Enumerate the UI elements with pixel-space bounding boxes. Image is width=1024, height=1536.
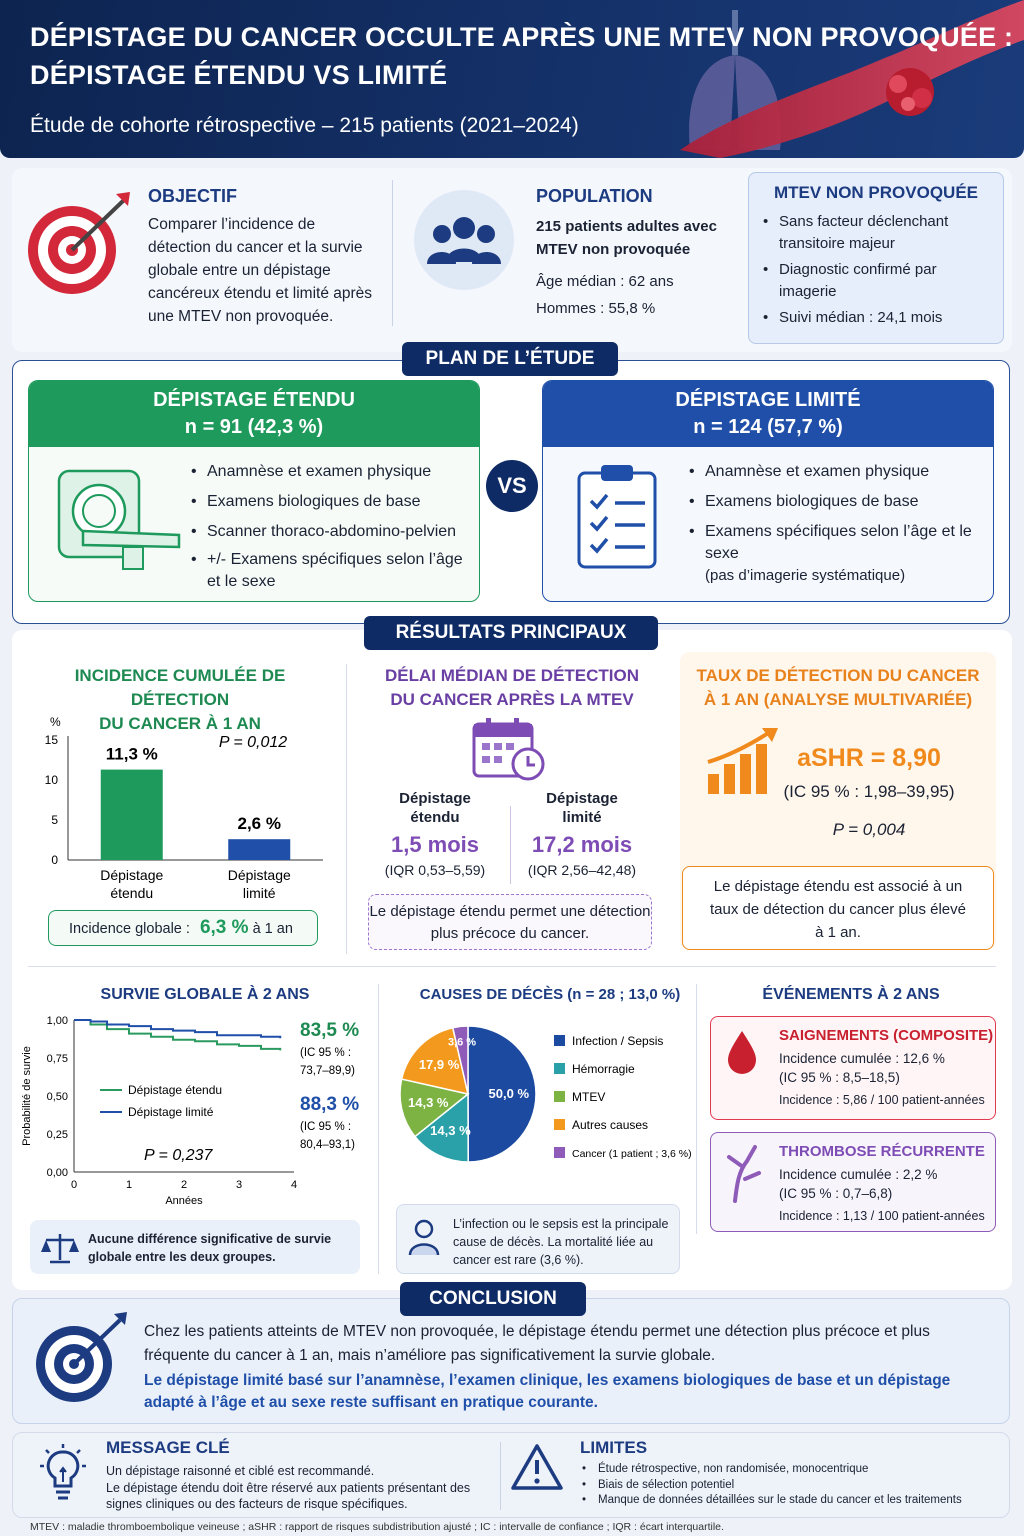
x-tick-label: limité [242, 885, 276, 901]
etendu-header [29, 381, 479, 447]
message-block [106, 1438, 496, 1512]
population-title: POPULATION [536, 186, 653, 206]
y-axis-label: Probabilité de survie [21, 1046, 33, 1146]
slice-label: 50,0 % [488, 1085, 530, 1101]
saignements-l3: Incidence : 5,86 / 100 patient-années [779, 1093, 985, 1107]
x-tick-label: 3 [235, 1179, 243, 1191]
delai-title-line1: DÉLAI MÉDIAN DE DÉTECTION [384, 666, 640, 685]
slice-label: 14,3 % [430, 1122, 471, 1138]
survival-ic: 73,7–89,9) [300, 1065, 355, 1077]
legend-label: Hémorragie [572, 1062, 635, 1076]
y-tick-label: 10 [44, 773, 58, 787]
legend-label: Autres causes [572, 1118, 649, 1132]
delai-title [360, 664, 664, 712]
mtev-item: • Suivi médian : 24,1 mois [761, 307, 989, 329]
delai-etendu-iqr: (IQR 0,53–5,59) [384, 862, 486, 878]
limites-item: • Manque de données détaillées sur le stade du cancer et les traitements [580, 1493, 1000, 1509]
population-block [536, 186, 736, 317]
plan-title: PLAN DE L’ÉTUDE [402, 342, 618, 376]
divider [346, 664, 347, 954]
mtev-box [748, 172, 1004, 344]
y-tick-label: 0,75 [46, 1053, 68, 1065]
legend-label: MTEV [572, 1090, 606, 1104]
taux-ic: (IC 95 % : 1,98–39,95) [783, 782, 955, 801]
survival-line-chart [18, 1006, 368, 1212]
x-tick-label: étendu [110, 885, 154, 901]
bar-value-label: 2,6 % [237, 814, 281, 834]
slice-label: 17,9 % [418, 1057, 460, 1073]
y-tick-label: 0,00 [46, 1167, 68, 1179]
legend-swatch [554, 1035, 565, 1046]
divider [28, 966, 996, 967]
limite-card [542, 380, 994, 602]
etendu-item: • Anamnèse et examen physique [189, 461, 474, 483]
page-subtitle: Étude de cohorte rétrospective – 215 patients (2021–2024) [30, 114, 579, 137]
divider [500, 1442, 501, 1510]
y-tick-label: 0,50 [46, 1091, 68, 1103]
bar [101, 770, 163, 860]
objective-block [148, 186, 378, 328]
deces-note-box [396, 1204, 680, 1274]
legend-label: Dépistage limité [128, 1105, 214, 1119]
header-banner [0, 0, 1024, 158]
bar [228, 839, 290, 860]
survival-ic: (IC 95 % : [300, 1047, 352, 1059]
results-title: RÉSULTATS PRINCIPAUX [364, 616, 658, 650]
y-tick-label: 5 [51, 813, 58, 827]
limite-item: • Examens spécifiques selon l’âge et le sexe [687, 521, 987, 565]
taux-ashr: aSHR = 8,90 [797, 744, 941, 772]
y-axis-label: % [50, 715, 61, 729]
limite-n: n = 124 (57,7 %) [693, 416, 843, 438]
delai-title-line2: DU CANCER APRÈS LA MTEV [390, 690, 634, 709]
thrombose-l1: Incidence cumulée : 2,2 % [779, 1167, 938, 1182]
y-tick-label: 0 [51, 853, 58, 867]
legend-label: Cancer (1 patient ; 3,6 %) [572, 1148, 692, 1160]
p-value: P = 0,012 [218, 734, 288, 751]
etendu-item: • Scanner thoraco-abdomino-pelvien [189, 521, 474, 543]
etendu-item: • +/- Examens spécifiques selon l’âge et le sexe [189, 549, 474, 593]
delai-limite-value: 17,2 mois [531, 832, 633, 857]
etendu-title: DÉPISTAGE ÉTENDU [153, 389, 355, 411]
thrombose-l2: (IC 95 % : 0,7–6,8) [779, 1186, 893, 1201]
limite-list [687, 461, 987, 565]
incidence-title-line2: DU CANCER À 1 AN [99, 714, 261, 733]
person-icon [407, 1217, 441, 1257]
slice-label: 14,3 % [408, 1095, 449, 1111]
x-tick-label: Dépistage [100, 867, 164, 883]
limites-title: LIMITES [580, 1438, 648, 1457]
legend-label: Dépistage étendu [128, 1083, 223, 1097]
population-men: Hommes : 55,8 % [536, 300, 656, 317]
delai-etendu [370, 790, 500, 878]
delai-limite-iqr: (IQR 2,56–42,48) [527, 862, 637, 878]
survival-value: 83,5 % [300, 1020, 360, 1041]
mtev-item: • Sans facteur déclenchant transitoire majeur [761, 211, 989, 255]
page-title-line2: DÉPISTAGE ÉTENDU VS LIMITÉ [30, 60, 448, 90]
mtev-title: MTEV NON PROVOQUÉE [773, 183, 979, 202]
saignements-card [710, 1016, 996, 1120]
objective-text: Comparer l’incidence de détection du cancer et la survie globale entre un dépistage cancéreux étendu et limité après une MTEV non provoquée. [148, 216, 373, 325]
calendar-clock-icon [470, 716, 550, 782]
limites-item: • Étude rétrospective, non randomisée, monocentrique [580, 1462, 1000, 1478]
divider [378, 984, 379, 1274]
survival-ic: 80,4–93,1) [300, 1139, 355, 1151]
vein-icon [725, 1143, 763, 1203]
delai-etendu-label2: étendu [410, 809, 460, 826]
delai-note: Le dépistage étendu permet une détection plus précoce du cancer. [368, 894, 652, 950]
incidence-global-label: Incidence globale : [69, 921, 190, 937]
causes-pie-chart [390, 1012, 708, 1182]
mtev-item: • Diagnostic confirmé par imagerie [761, 259, 989, 303]
warning-icon [510, 1442, 564, 1492]
limite-header [543, 381, 993, 447]
etendu-card [28, 380, 480, 602]
target-icon [22, 188, 134, 300]
x-tick-label: Dépistage [227, 867, 291, 883]
etendu-list [189, 461, 474, 593]
survie-note: Aucune différence significative de survie globale entre les deux groupes. [88, 1232, 332, 1264]
y-tick-label: 0,25 [46, 1129, 68, 1141]
legend-swatch [554, 1063, 565, 1074]
saignements-title: SAIGNEMENTS (COMPOSITE) [779, 1027, 994, 1044]
footer-abbreviations: MTEV : maladie thromboembolique veineuse ; aSHR : rapport de risques subdistribution ajusté ; IC : intervalle de confiance ; IQR : écart interquartile. [30, 1521, 724, 1533]
vs-badge: VS [486, 460, 538, 512]
objective-title: OBJECTIF [148, 186, 238, 206]
x-tick-label: 2 [180, 1179, 188, 1191]
conclusion-text1: Chez les patients atteints de MTEV non provoquée, le dépistage étendu permet une détection plus précoce et plus fréquente du cancer à 1 an, mais n’améliore pas significativement la survie globale. [144, 1323, 930, 1364]
deces-note: L’infection ou le sepsis est la principale cause de décès. La mortalité liée au cancer est rare (3,6 %). [453, 1217, 669, 1267]
deces-title: CAUSES DE DÉCÈS (n = 28 ; 13,0 %) [419, 986, 681, 1003]
survival-value: 88,3 % [300, 1094, 360, 1115]
saignements-l1: Incidence cumulée : 12,6 % [779, 1051, 945, 1066]
legend-swatch [554, 1091, 565, 1102]
taux-title-line2: À 1 AN (ANALYSE MULTIVARIÉE) [703, 690, 973, 709]
bar-value-label: 11,3 % [105, 744, 158, 764]
survival-curve [74, 1020, 280, 1038]
ct-scanner-icon [39, 461, 189, 581]
etendu-n: n = 91 (42,3 %) [184, 416, 324, 438]
taux-title [688, 664, 988, 712]
message-title: MESSAGE CLÉ [106, 1438, 230, 1457]
incidence-title-line1: INCIDENCE CUMULÉE DE DÉTECTION [74, 666, 286, 709]
limites-item: • Biais de sélection potentiel [580, 1478, 1000, 1494]
delai-etendu-label1: Dépistage [399, 790, 471, 807]
clipboard-checklist-icon [573, 461, 663, 571]
limite-item: • Examens biologiques de base [687, 491, 987, 513]
delai-limite-label2: limité [562, 809, 602, 826]
delai-limite-label1: Dépistage [546, 790, 618, 807]
x-axis-label: Années [165, 1195, 203, 1207]
taux-title-line1: TAUX DE DÉTECTION DU CANCER [696, 666, 980, 685]
incidence-global-box [48, 910, 318, 946]
conclusion-title: CONCLUSION [400, 1282, 586, 1316]
legend-label: Infection / Sepsis [572, 1034, 664, 1048]
survie-note-box [30, 1220, 360, 1274]
x-tick-label: 0 [70, 1179, 78, 1191]
population-line1: 215 patients adultes avec MTEV non provoquée [536, 218, 717, 258]
limite-title: DÉPISTAGE LIMITÉ [675, 389, 861, 411]
incidence-global-suffix: à 1 an [252, 921, 293, 937]
thrombose-l3: Incidence : 1,13 / 100 patient-années [779, 1209, 985, 1223]
saignements-l2: (IC 95 % : 8,5–18,5) [779, 1070, 900, 1085]
limite-note: (pas d’imagerie systématique) [705, 567, 906, 584]
survival-ic: (IC 95 % : [300, 1121, 352, 1133]
x-tick-label: 1 [125, 1179, 133, 1191]
y-tick-label: 15 [44, 733, 58, 747]
thrombose-card [710, 1132, 996, 1232]
limite-item: • Anamnèse et examen physique [687, 461, 987, 483]
message-l2: Le dépistage étendu doit être réservé aux patients présentant des signes cliniques ou des facteurs de risque spécifiques. [106, 1481, 471, 1511]
p-value: P = 0,237 [144, 1147, 213, 1164]
target-icon [30, 1308, 130, 1408]
slice-label: 3,6 % [447, 1036, 477, 1049]
incidence-global-value: 6,3 % [199, 917, 249, 938]
divider [392, 180, 393, 326]
survie-title: SURVIE GLOBALE À 2 ANS [100, 986, 310, 1003]
balance-scale-icon [40, 1232, 80, 1264]
lightbulb-icon [38, 1442, 88, 1506]
divider [696, 984, 697, 1234]
incidence-bar-chart [28, 710, 328, 906]
x-tick-label: 4 [290, 1179, 298, 1191]
page-title-line1: DÉPISTAGE DU CANCER OCCULTE APRÈS UNE MTEV NON PROVOQUÉE : [30, 22, 1014, 52]
message-l1: Un dépistage raisonné et ciblé est recommandé. [106, 1464, 375, 1478]
limites-block [580, 1438, 1000, 1509]
legend-swatch [554, 1147, 565, 1158]
delai-limite [514, 790, 650, 878]
population-age: Âge médian : 62 ans [536, 273, 674, 290]
y-tick-label: 1,00 [46, 1015, 68, 1027]
divider [510, 806, 511, 884]
people-icon [412, 188, 516, 292]
thrombose-title: THROMBOSE RÉCURRENTE [779, 1143, 985, 1160]
delai-etendu-value: 1,5 mois [390, 832, 480, 857]
blood-drop-icon [725, 1029, 759, 1075]
etendu-item: • Examens biologiques de base [189, 491, 474, 513]
evenements-title: ÉVÉNEMENTS À 2 ANS [762, 986, 940, 1003]
legend-swatch [554, 1119, 565, 1130]
taux-p: P = 0,004 [832, 820, 906, 839]
conclusion-text2: Le dépistage limité basé sur l’anamnèse, l’examen clinique, les examens biologiques de base et un dépistage adapté à l’âge et au sexe reste suffisant en pratique courante. [144, 1372, 951, 1411]
taux-note: Le dépistage étendu est associé à un taux de détection du cancer plus élevé à 1 an. [682, 866, 994, 950]
